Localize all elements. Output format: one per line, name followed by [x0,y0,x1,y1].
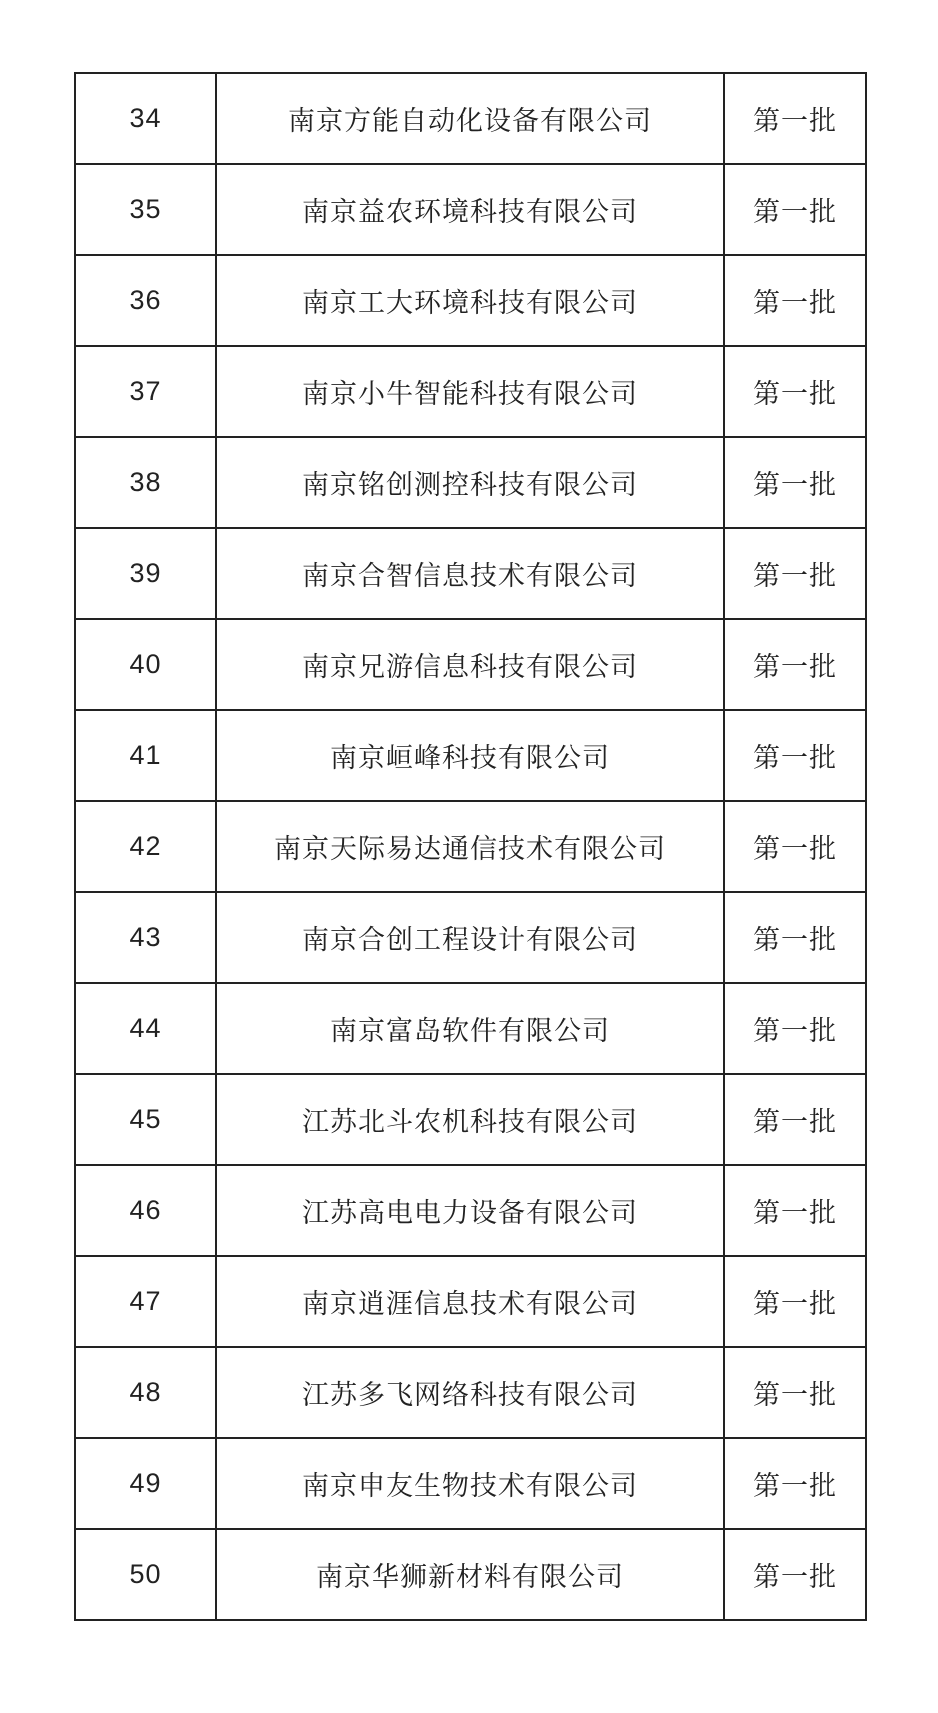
table-row [75,983,866,1074]
company-name-cell: 南京工大环境科技有限公司 [216,255,724,346]
company-list-table [74,72,867,1621]
row-number-cell: 50 [75,1529,216,1620]
batch-cell: 第一批 [724,528,866,619]
row-number-cell: 46 [75,1165,216,1256]
company-name-cell: 南京益农环境科技有限公司 [216,164,724,255]
batch-cell: 第一批 [724,255,866,346]
row-number-cell: 48 [75,1347,216,1438]
company-name-cell: 南京小牛智能科技有限公司 [216,346,724,437]
row-number-cell: 43 [75,892,216,983]
row-number-cell: 47 [75,1256,216,1347]
row-number-cell: 36 [75,255,216,346]
table-row [75,1256,866,1347]
company-name-cell: 江苏高电电力设备有限公司 [216,1165,724,1256]
company-name-cell: 南京天际易达通信技术有限公司 [216,801,724,892]
company-name-cell: 南京峘峰科技有限公司 [216,710,724,801]
table-row [75,892,866,983]
batch-cell: 第一批 [724,1074,866,1165]
company-name-cell: 南京逍涯信息技术有限公司 [216,1256,724,1347]
row-number-cell: 40 [75,619,216,710]
batch-cell: 第一批 [724,1165,866,1256]
table-row [75,710,866,801]
batch-cell: 第一批 [724,619,866,710]
table-row [75,619,866,710]
table-row [75,1529,866,1620]
company-name-cell: 南京华狮新材料有限公司 [216,1529,724,1620]
batch-cell: 第一批 [724,1438,866,1529]
row-number-cell: 44 [75,983,216,1074]
batch-cell: 第一批 [724,710,866,801]
row-number-cell: 41 [75,710,216,801]
table-row [75,1438,866,1529]
company-name-cell: 南京兄游信息科技有限公司 [216,619,724,710]
batch-cell: 第一批 [724,1529,866,1620]
company-list-table-container [74,72,865,1621]
batch-cell: 第一批 [724,437,866,528]
table-row [75,164,866,255]
row-number-cell: 34 [75,73,216,164]
table-row [75,73,866,164]
table-row [75,346,866,437]
batch-cell: 第一批 [724,1256,866,1347]
row-number-cell: 35 [75,164,216,255]
company-name-cell: 南京合创工程设计有限公司 [216,892,724,983]
company-name-cell: 江苏多飞网络科技有限公司 [216,1347,724,1438]
company-name-cell: 南京方能自动化设备有限公司 [216,73,724,164]
company-name-cell: 南京合智信息技术有限公司 [216,528,724,619]
table-row [75,801,866,892]
company-name-cell: 江苏北斗农机科技有限公司 [216,1074,724,1165]
table-row [75,528,866,619]
table-row [75,255,866,346]
company-name-cell: 南京富岛软件有限公司 [216,983,724,1074]
row-number-cell: 37 [75,346,216,437]
table-row [75,1347,866,1438]
table-row [75,1074,866,1165]
row-number-cell: 45 [75,1074,216,1165]
table-row [75,1165,866,1256]
table-body [75,73,866,1620]
row-number-cell: 42 [75,801,216,892]
batch-cell: 第一批 [724,73,866,164]
row-number-cell: 49 [75,1438,216,1529]
table-row [75,437,866,528]
company-name-cell: 南京申友生物技术有限公司 [216,1438,724,1529]
batch-cell: 第一批 [724,801,866,892]
company-name-cell: 南京铭创测控科技有限公司 [216,437,724,528]
batch-cell: 第一批 [724,892,866,983]
batch-cell: 第一批 [724,983,866,1074]
row-number-cell: 38 [75,437,216,528]
batch-cell: 第一批 [724,346,866,437]
batch-cell: 第一批 [724,164,866,255]
row-number-cell: 39 [75,528,216,619]
batch-cell: 第一批 [724,1347,866,1438]
